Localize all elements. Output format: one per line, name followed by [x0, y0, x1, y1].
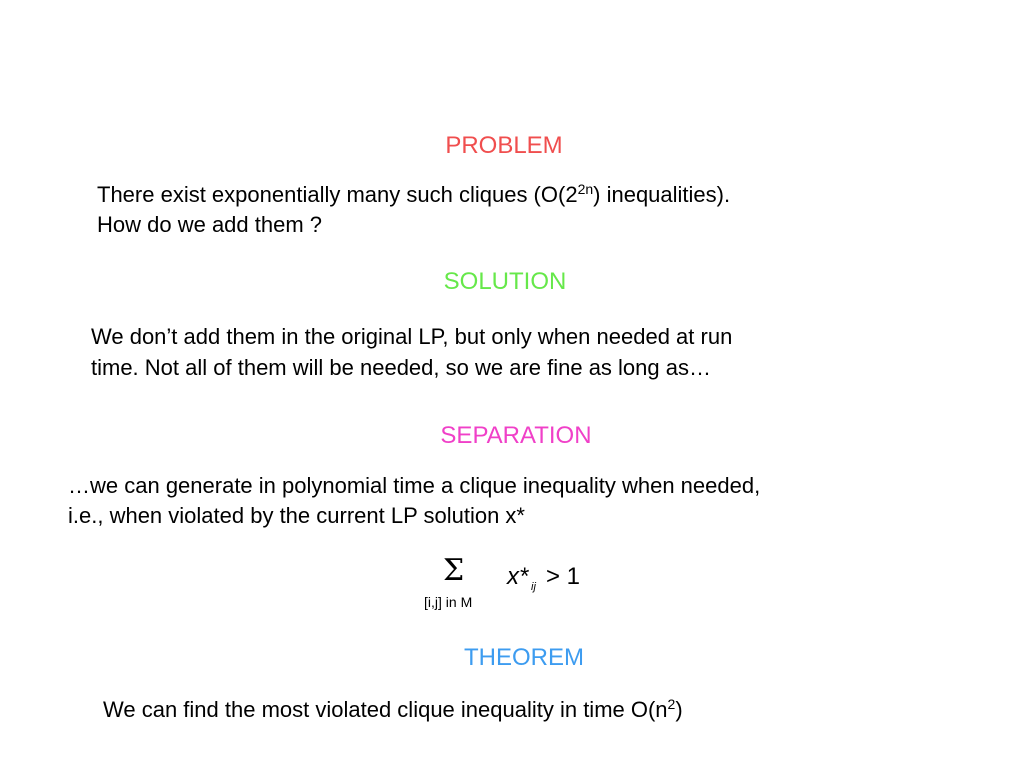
problem-line-1-post: ) inequalities).	[593, 182, 731, 207]
separation-heading: SEPARATION	[440, 422, 592, 449]
theorem-line-1-pre: We can find the most violated clique inequality in time O(n	[103, 697, 668, 722]
theorem-line-1	[103, 695, 683, 725]
solution-line-1: We don’t add them in the original LP, but only when needed at run	[91, 324, 733, 349]
formula-subscript: ij	[531, 581, 536, 593]
formula-variable: x*	[507, 563, 529, 590]
theorem-line-1-sup: 2	[667, 696, 676, 712]
theorem-line-1-post: )	[675, 697, 683, 722]
problem-line-1-pre: There exist exponentially many such cliques (O(2	[97, 182, 578, 207]
problem-line-2: How do we add them ?	[97, 212, 323, 237]
sum-index: [i,j] in M	[424, 594, 473, 610]
separation-line-1: …we can generate in polynomial time a clique inequality when needed,	[68, 473, 761, 498]
solution-heading: SOLUTION	[443, 268, 567, 295]
sigma-symbol: Σ	[443, 553, 465, 588]
formula-relation: > 1	[546, 563, 581, 590]
separation-line-2: i.e., when violated by the current LP solution x*	[68, 503, 525, 528]
problem-line-1-sup: 2n	[577, 181, 594, 197]
solution-line-2: time. Not all of them will be needed, so we are fine as long as…	[91, 355, 711, 380]
problem-heading: PROBLEM	[445, 132, 563, 159]
theorem-heading: THEOREM	[464, 644, 584, 671]
